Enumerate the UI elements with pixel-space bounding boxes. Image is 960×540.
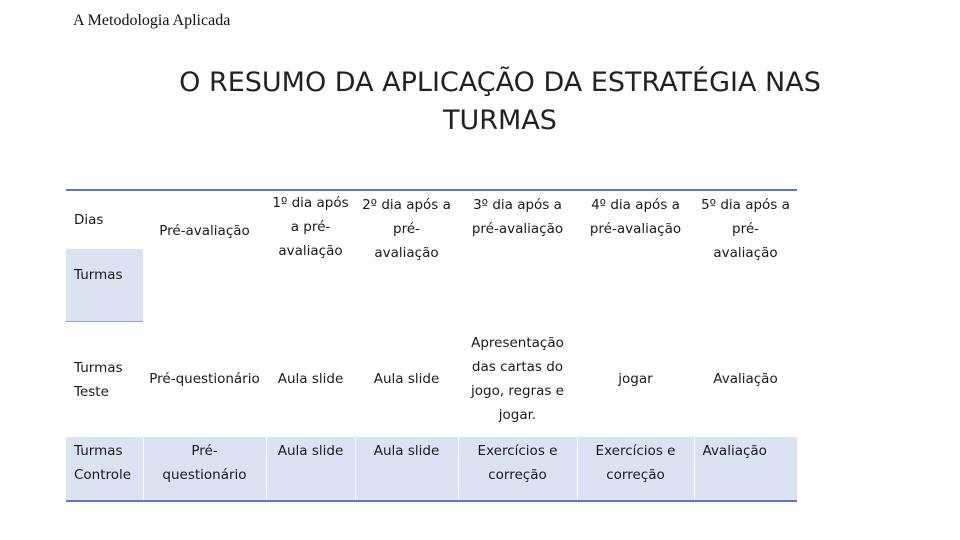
table-cell: Exercícios e correção <box>577 437 694 501</box>
row-label: Turmas Teste <box>74 359 123 400</box>
corner-label-dias: Dias <box>66 190 143 249</box>
column-header: Pré-avaliação <box>143 190 266 322</box>
table-cell: Pré-questionário <box>149 371 260 388</box>
table-cell: Aula slide <box>355 437 458 501</box>
column-header: 3º dia após a pré-avaliação <box>458 190 577 322</box>
table-header-row <box>66 190 797 249</box>
column-header: 4º dia após a pré-avaliação <box>577 190 694 322</box>
table-cell: Avaliação <box>713 371 778 388</box>
table-cell: jogar <box>618 371 653 388</box>
slide-title: O RESUMO DA APLICAÇÃO DA ESTRATÉGIA NAS TURMAS <box>179 67 821 136</box>
summary-table <box>66 189 797 502</box>
column-header: 5º dia após a pré-avaliação <box>694 190 797 322</box>
table-row <box>66 437 797 501</box>
corner-label-turmas: Turmas <box>66 249 143 322</box>
table-cell: Aula slide <box>277 371 344 388</box>
table-cell: Aula slide <box>373 371 440 388</box>
table-row <box>66 322 797 438</box>
table-cell: Pré-questionário <box>143 437 266 501</box>
table-cell: Avaliação <box>694 437 797 501</box>
slide-header-label: A Metodologia Aplicada <box>73 12 231 29</box>
table-cell: Apresentação das cartas do jogo, regras e jogar. <box>470 335 564 424</box>
row-label: Turmas Controle <box>66 437 143 501</box>
table-cell: Aula slide <box>266 437 355 501</box>
column-header: 1º dia após a pré-avaliação <box>266 190 355 322</box>
column-header: 2º dia após a pré-avaliação <box>355 190 458 322</box>
table-cell: Exercícios e correção <box>458 437 577 501</box>
